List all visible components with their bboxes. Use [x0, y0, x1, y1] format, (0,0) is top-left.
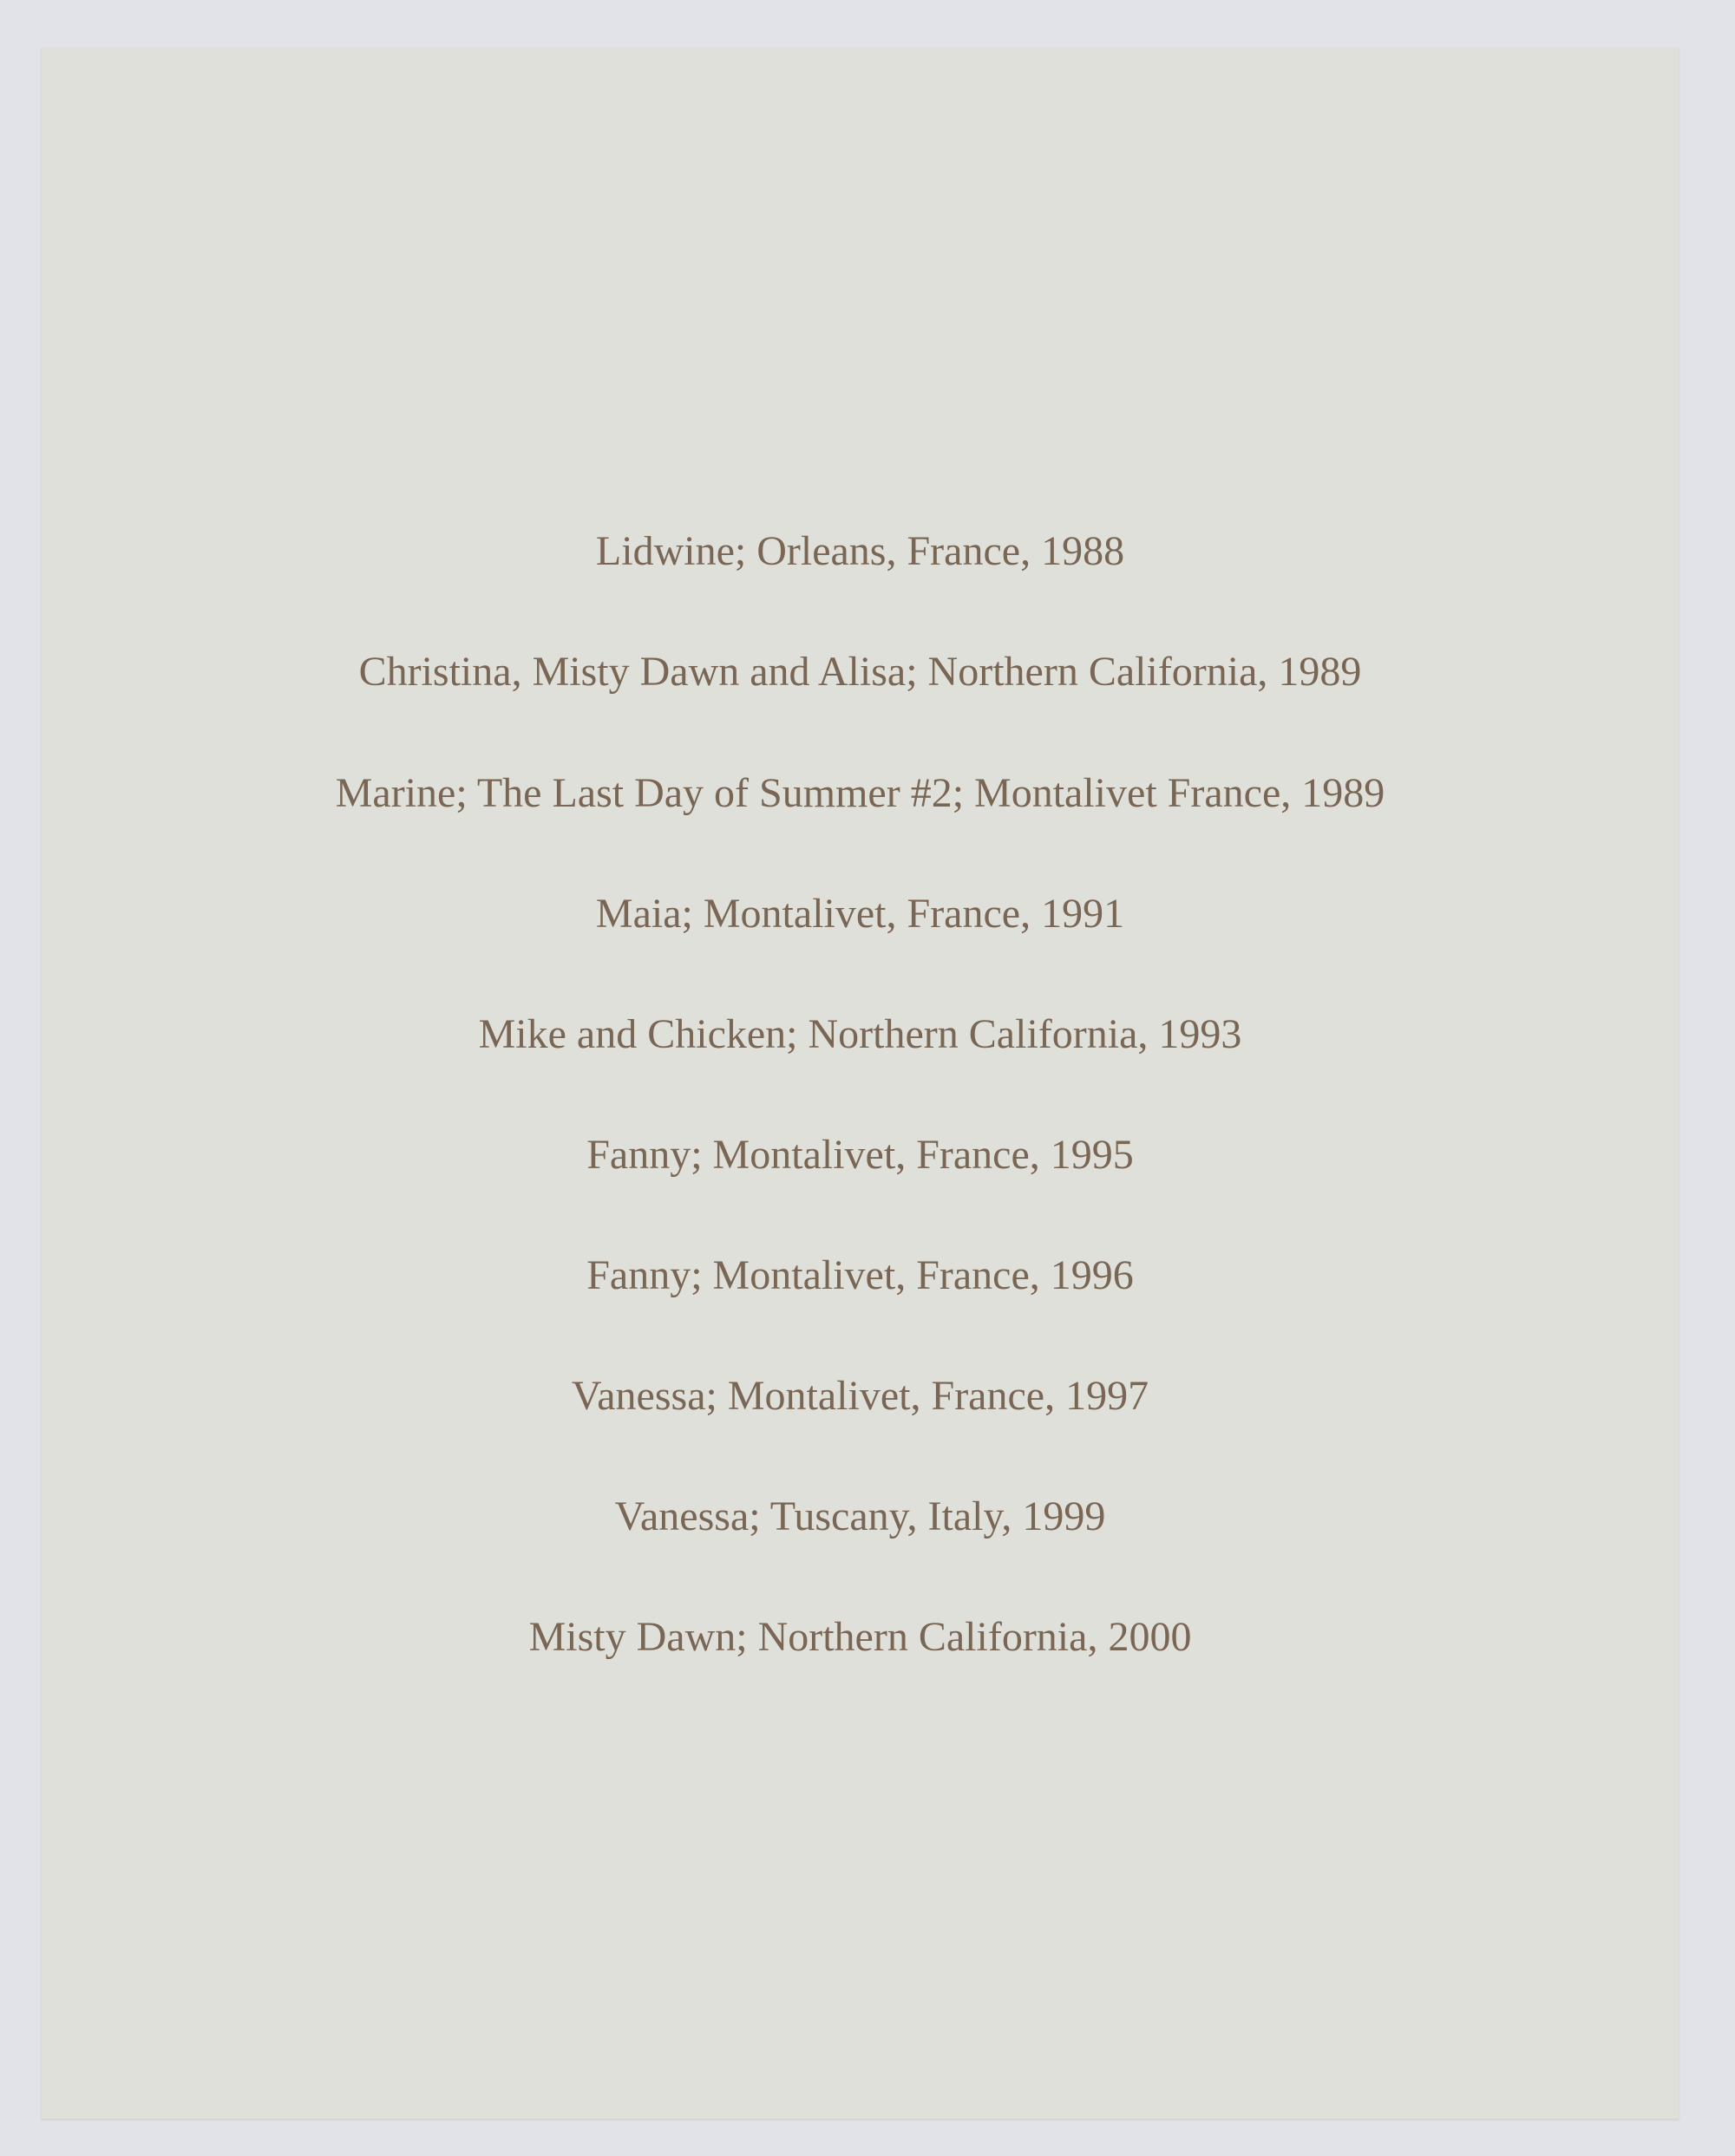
caption-line: Misty Dawn; Northern California, 2000 — [528, 1614, 1192, 1660]
caption-line: Vanessa; Tuscany, Italy, 1999 — [614, 1493, 1106, 1539]
caption-line: Fanny; Montalivet, France, 1996 — [586, 1252, 1134, 1298]
caption-line: Lidwine; Orleans, France, 1988 — [595, 528, 1125, 574]
caption-line: Vanessa; Montalivet, France, 1997 — [571, 1373, 1149, 1419]
paper-sheet — [42, 49, 1679, 2119]
caption-line: Marine; The Last Day of Summer #2; Montalivet France, 1989 — [335, 770, 1385, 816]
caption-line: Maia; Montalivet, France, 1991 — [595, 891, 1125, 937]
caption-line: Mike and Chicken; Northern California, 1993 — [478, 1011, 1242, 1057]
caption-line: Christina, Misty Dawn and Alisa; Northern California, 1989 — [358, 649, 1362, 695]
caption-line: Fanny; Montalivet, France, 1995 — [586, 1132, 1134, 1178]
